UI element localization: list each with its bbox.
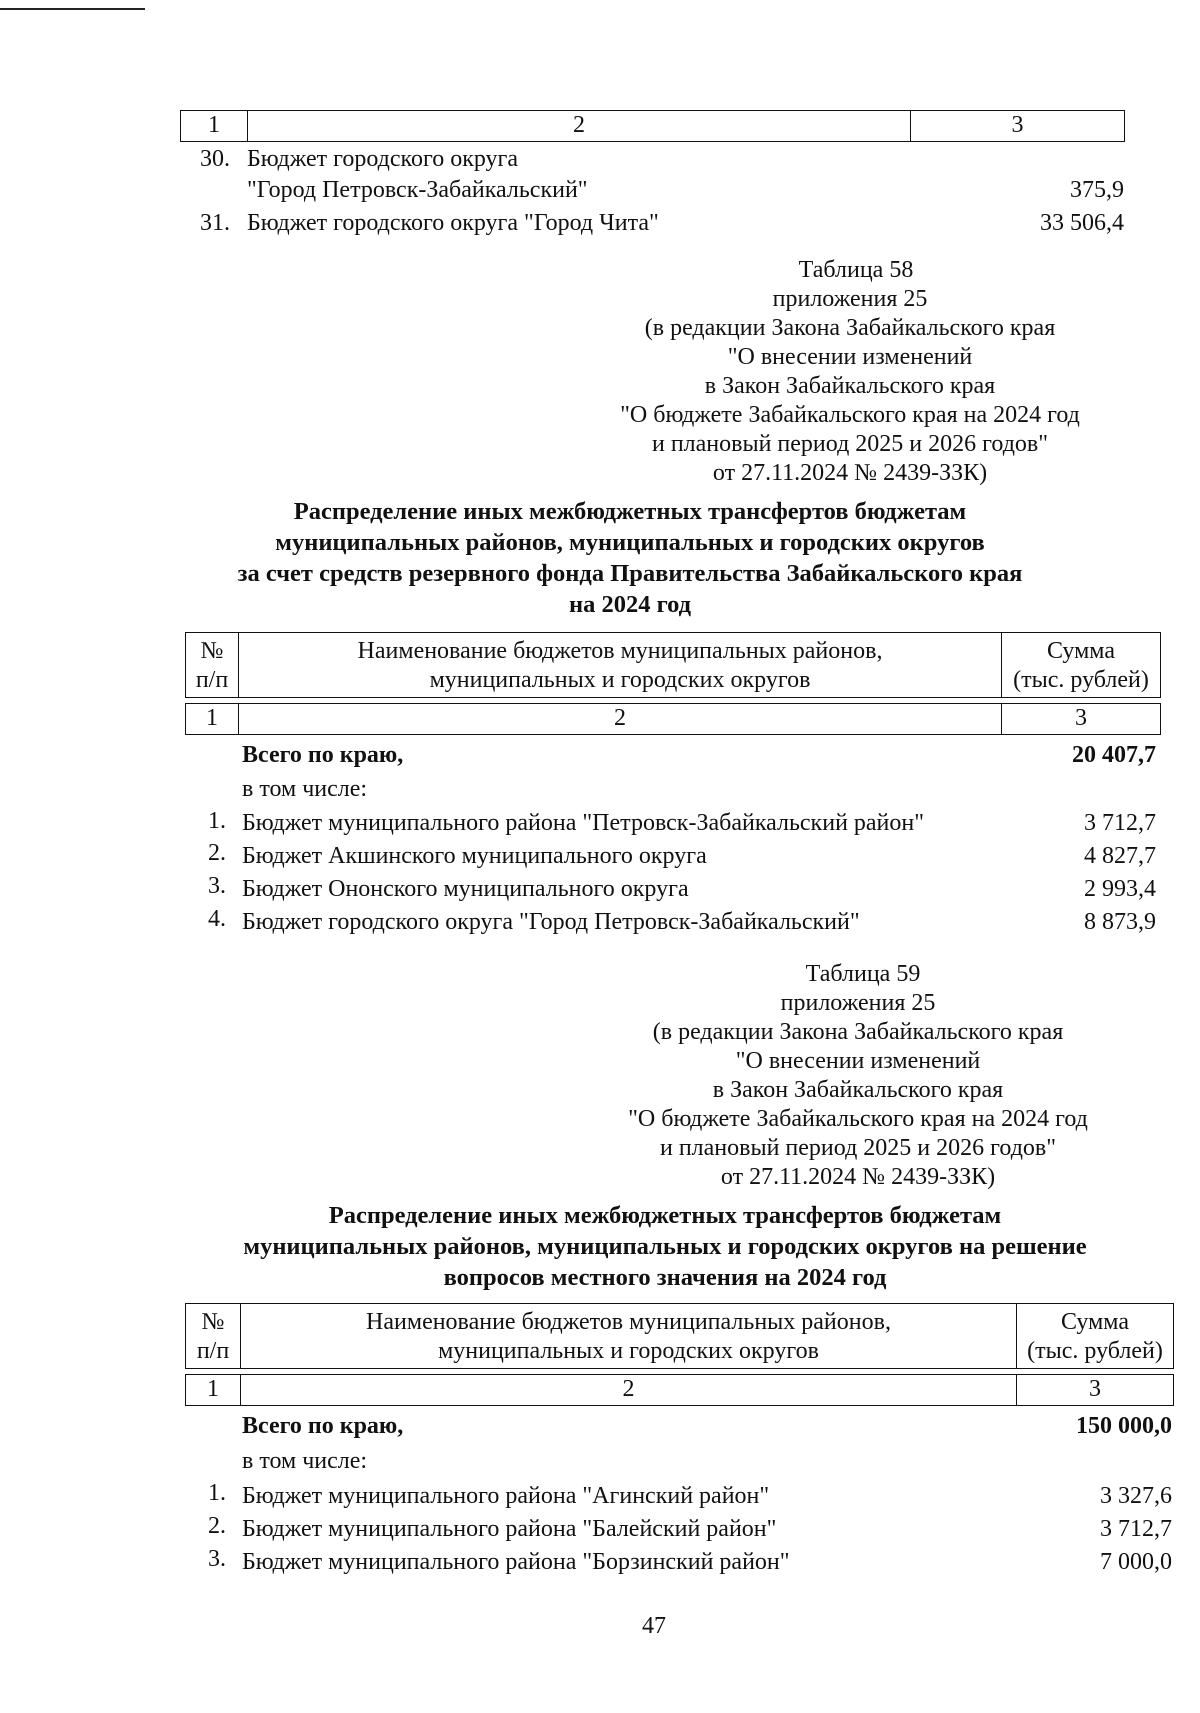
note-line: приложения 25 [772, 286, 928, 312]
title-line: Распределение иных межбюджетных трансфертов бюджетам [328, 1202, 1002, 1229]
row-sum: 7 000,0 [1100, 1549, 1172, 1575]
col-number-2: 2 [238, 704, 1001, 734]
col-number-1: 1 [208, 112, 220, 138]
row-name: Бюджет Акшинского муниципального округа [242, 843, 707, 869]
title-line: вопросов местного значения на 2024 год [443, 1264, 887, 1291]
row-name: Бюджет муниципального района "Петровск-Забайкальский район" [242, 810, 925, 836]
row-index: 2. [208, 840, 226, 866]
row-sum: 4 827,7 [1084, 843, 1156, 869]
header-sum-line2: (тыс. рублей) [1027, 1338, 1163, 1364]
title-line: муниципальных районов, муниципальных и городских округов на решение [243, 1233, 1087, 1260]
col-number-3: 3 [1001, 704, 1160, 734]
row-name: Бюджет Ононского муниципального округа [242, 876, 689, 902]
title-line: за счет средств резервного фонда Правительства Забайкальского края [237, 560, 1023, 587]
row-index: 1. [208, 1480, 226, 1506]
row-sum: 33 506,4 [1040, 210, 1124, 236]
scan-edge-line [0, 8, 145, 10]
row-index: 1. [208, 808, 226, 834]
note-line: от 27.11.2024 № 2439-ЗЗК) [720, 1164, 996, 1190]
row-sum: 2 993,4 [1084, 876, 1156, 902]
header-number [186, 1304, 240, 1368]
header-number-line2: п/п [196, 1338, 230, 1364]
header-number-line1: № [201, 1309, 225, 1335]
header-sum-line1: Сумма [1047, 638, 1115, 664]
total-value: 150 000,0 [1076, 1413, 1172, 1439]
note-line: "О внесении изменений [735, 1048, 981, 1074]
header-sum-line1: Сумма [1061, 1309, 1129, 1335]
total-value: 20 407,7 [1072, 742, 1156, 768]
col-number-2: 2 [247, 111, 910, 141]
header-name-line1: Наименование бюджетов муниципальных районов, [366, 1309, 891, 1335]
header-name [238, 633, 1001, 697]
note-line: в Закон Забайкальского края [704, 373, 996, 399]
row-index: 3. [208, 1546, 226, 1572]
header-number-line2: п/п [195, 667, 229, 693]
col-number-3: 3 [1016, 1375, 1173, 1405]
row-index: 4. [208, 906, 226, 932]
note-line: и плановый период 2025 и 2026 годов" [659, 1135, 1057, 1161]
row-name: "Город Петровск-Забайкальский" [247, 177, 588, 203]
row-name: Бюджет муниципального района "Агинский район" [242, 1483, 770, 1509]
total-label: Всего по краю, [242, 1413, 404, 1439]
note-line: (в редакции Закона Забайкальского края [652, 1019, 1064, 1045]
note-line: и плановый период 2025 и 2026 годов" [651, 431, 1049, 457]
col-number-1: 1 [207, 1376, 219, 1402]
note-line: "О бюджете Забайкальского края на 2024 год [628, 1106, 1088, 1132]
row-name: Бюджет городского округа "Город Чита" [247, 210, 659, 236]
table58-column-numbers [185, 703, 1161, 735]
col-number-2: 2 [240, 1375, 1016, 1405]
table58-header [185, 632, 1161, 698]
note-line: Таблица 58 [798, 257, 914, 283]
row-index: 31. [200, 210, 230, 236]
header-name-line2: муниципальных и городских округов [429, 667, 811, 693]
header-number [186, 633, 238, 697]
row-index: 30. [200, 146, 230, 172]
table59-column-numbers [185, 1374, 1174, 1406]
row-name: Бюджет муниципального района "Балейский район" [242, 1516, 777, 1542]
note-line: (в редакции Закона Забайкальского края [644, 315, 1056, 341]
note-line: "О бюджете Забайкальского края на 2024 год [620, 402, 1080, 428]
header-sum [1001, 633, 1160, 697]
header-name [240, 1304, 1016, 1368]
row-index: 2. [208, 1513, 226, 1539]
including-label: в том числе: [242, 776, 368, 802]
header-sum-line2: (тыс. рублей) [1013, 667, 1149, 693]
row-sum: 3 712,7 [1100, 1516, 1172, 1542]
row-sum: 3 712,7 [1084, 810, 1156, 836]
including-label: в том числе: [242, 1448, 368, 1474]
row-name: Бюджет городского округа [247, 146, 519, 172]
title-line: муниципальных районов, муниципальных и городских округов [275, 529, 985, 556]
col-number-3: 3 [910, 111, 1124, 141]
title-line: Распределение иных межбюджетных трансфертов бюджетам [293, 498, 967, 525]
row-index: 3. [208, 873, 226, 899]
col-number-1: 1 [206, 705, 218, 731]
note-line: Таблица 59 [805, 961, 921, 987]
row-name: Бюджет муниципального района "Борзинский район" [242, 1549, 790, 1575]
note-line: в Закон Забайкальского края [712, 1077, 1004, 1103]
row-sum: 8 873,9 [1084, 909, 1156, 935]
total-label: Всего по краю, [242, 742, 404, 768]
note-line: приложения 25 [780, 990, 936, 1016]
row-sum: 3 327,6 [1100, 1483, 1172, 1509]
header-name-line1: Наименование бюджетов муниципальных районов, [357, 638, 883, 664]
table59-header [185, 1303, 1174, 1369]
header-name-line2: муниципальных и городских округов [438, 1338, 819, 1364]
title-line: на 2024 год [568, 591, 692, 618]
header-number-line1: № [200, 638, 224, 664]
page-number: 47 [642, 1613, 666, 1639]
note-line: "О внесении изменений [727, 344, 973, 370]
row-sum: 375,9 [1070, 177, 1124, 203]
continuation-column-numbers [180, 110, 1125, 142]
header-sum [1016, 1304, 1173, 1368]
row-name: Бюджет городского округа "Город Петровск-Забайкальский" [242, 909, 860, 935]
note-line: от 27.11.2024 № 2439-ЗЗК) [712, 460, 988, 486]
